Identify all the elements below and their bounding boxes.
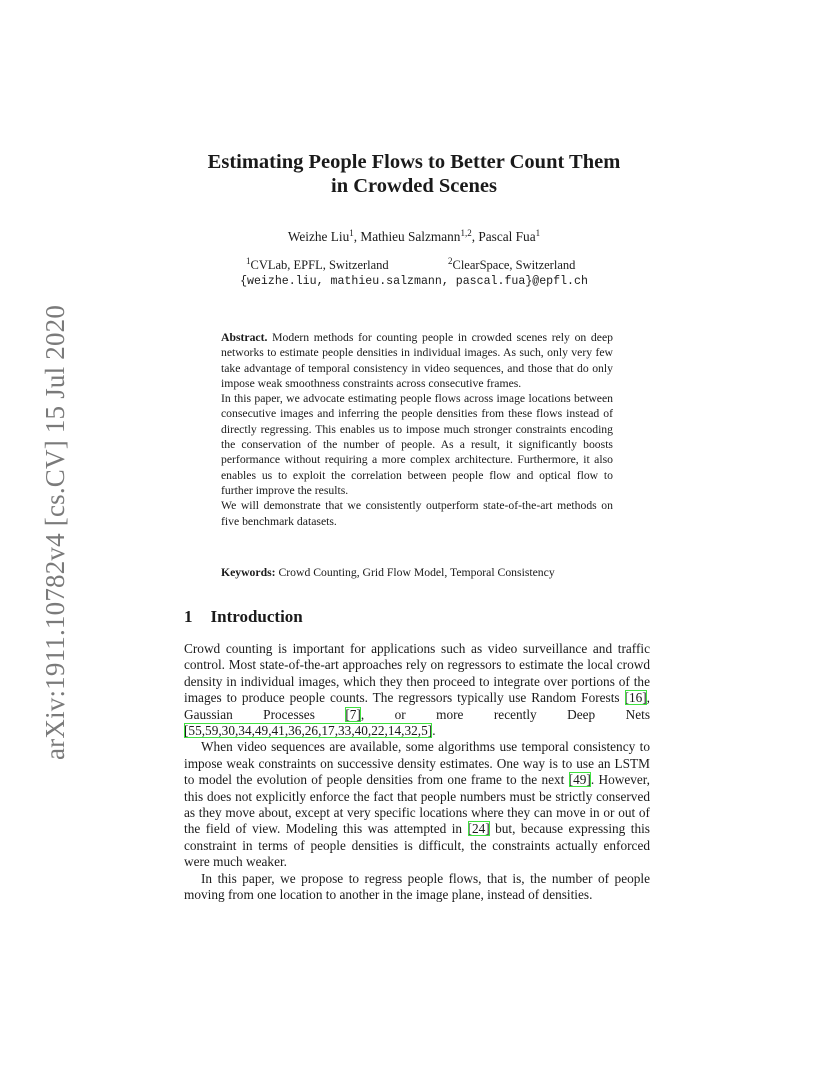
abstract-paragraph-3: We will demonstrate that we consistently outperform state-of-the-art methods on five benchmark datasets. xyxy=(221,499,613,528)
author-affil-mark: 1,2 xyxy=(460,228,472,238)
section-title: Introduction xyxy=(210,607,303,626)
intro-text: but, because expressing this constraint in terms of people densities is difficult, the constraints actually enforced were much weaker. xyxy=(184,821,650,870)
keywords-heading: Keywords: xyxy=(221,566,276,579)
citation-link[interactable]: [7] xyxy=(345,706,361,722)
section-heading xyxy=(184,607,303,627)
keywords xyxy=(221,566,621,579)
abstract-heading: Abstract. xyxy=(221,331,268,344)
citation-link[interactable]: [49] xyxy=(568,772,591,788)
abstract-paragraph-1 xyxy=(221,330,613,391)
citation-link[interactable]: [55,59,30,34,49,41,36,26,17,33,40,22,14,32,5] xyxy=(184,723,433,739)
author-name: Pascal Fua xyxy=(478,229,536,244)
affiliation-mark: 2 xyxy=(448,256,453,266)
arxiv-margin-stamp: arXiv:1911.10782v4 [cs.CV] 15 Jul 2020 xyxy=(40,304,70,760)
keywords-text: Crowd Counting, Grid Flow Model, Temporal Consistency xyxy=(278,566,555,579)
intro-paragraph-2 xyxy=(184,739,650,870)
citation-link[interactable]: [16] xyxy=(624,690,647,706)
intro-text: . xyxy=(432,723,436,739)
abstract-text-1: Modern methods for counting people in crowded scenes rely on deep networks to estimate people densities in individual images. As such, only very few take advantage of temporal consistency in video sequences, and those that do only impose weak smoothness constraints across consecutive frames. xyxy=(221,331,613,390)
affiliation-text: CVLab, EPFL, Switzerland xyxy=(250,258,389,272)
abstract xyxy=(221,330,613,529)
intro-text: , Gaussian Processes xyxy=(184,690,650,722)
intro-text: . However, this does not explicitly enforce the fact that people numbers must be strictly conserved as they move about, except at very specific locations where they can move in or out of the field of view. Modeling this was attempted in xyxy=(184,772,650,837)
author-list: Weizhe Liu$^1$, Mathieu Salzmann$^{1,2}$, Pascal Fua$^1$ xyxy=(287,228,541,244)
author-affil-mark: 1 xyxy=(535,228,541,238)
intro-text: Crowd counting is important for applications such as video surveillance and traffic control. Most state-of-the-art approaches rely on regressors to estimate the local crowd density in individual images, which they then proceed to integrate over portions of the images to produce people counts. The regressors typically use Random Forests xyxy=(184,641,650,706)
author-name: Mathieu Salzmann xyxy=(360,229,461,244)
introduction-body xyxy=(184,641,650,904)
paper-title xyxy=(150,150,678,198)
affiliation-2 xyxy=(448,258,575,273)
intro-text: When video sequences are available, some algorithms use temporal consistency to impose weak constraints on successive density estimates. One way is to use an LSTM to model the evolution of people densities from one frame to the next xyxy=(184,739,650,788)
author-name: Weizhe Liu xyxy=(287,229,350,244)
affiliation-text: ClearSpace, Switzerland xyxy=(452,258,576,272)
author-affil-mark: 1 xyxy=(349,228,354,238)
title-line-1: Estimating People Flows to Better Count Them xyxy=(207,151,621,173)
intro-paragraph-3: In this paper, we propose to regress people flows, that is, the number of people moving from one location to another in the image plane, instead of densities. xyxy=(184,870,650,903)
intro-text: , or more recently Deep Nets xyxy=(360,706,650,722)
affiliation-mark: 1 xyxy=(246,256,251,266)
section-number: 1 xyxy=(184,607,193,626)
title-line-2: in Crowded Scenes xyxy=(331,175,497,197)
intro-paragraph-1 xyxy=(184,641,650,739)
affiliation-1 xyxy=(246,258,389,273)
citation-link[interactable]: [24] xyxy=(467,821,490,837)
abstract-paragraph-2: In this paper, we advocate estimating people flows across image locations between consecutive images and inferring the people densities from these flows instead of directly regressing. This enables us to impose much stronger constraints encoding the conservation of the number of people. As a result, it significantly boosts performance without requiring a more complex architecture. Furthermore, it also enables us to exploit the correlation between people flow and optical flow to further improve the results. xyxy=(221,392,613,497)
author-emails: {weizhe.liu, mathieu.salzmann, pascal.fua}@epfl.ch xyxy=(240,275,588,288)
